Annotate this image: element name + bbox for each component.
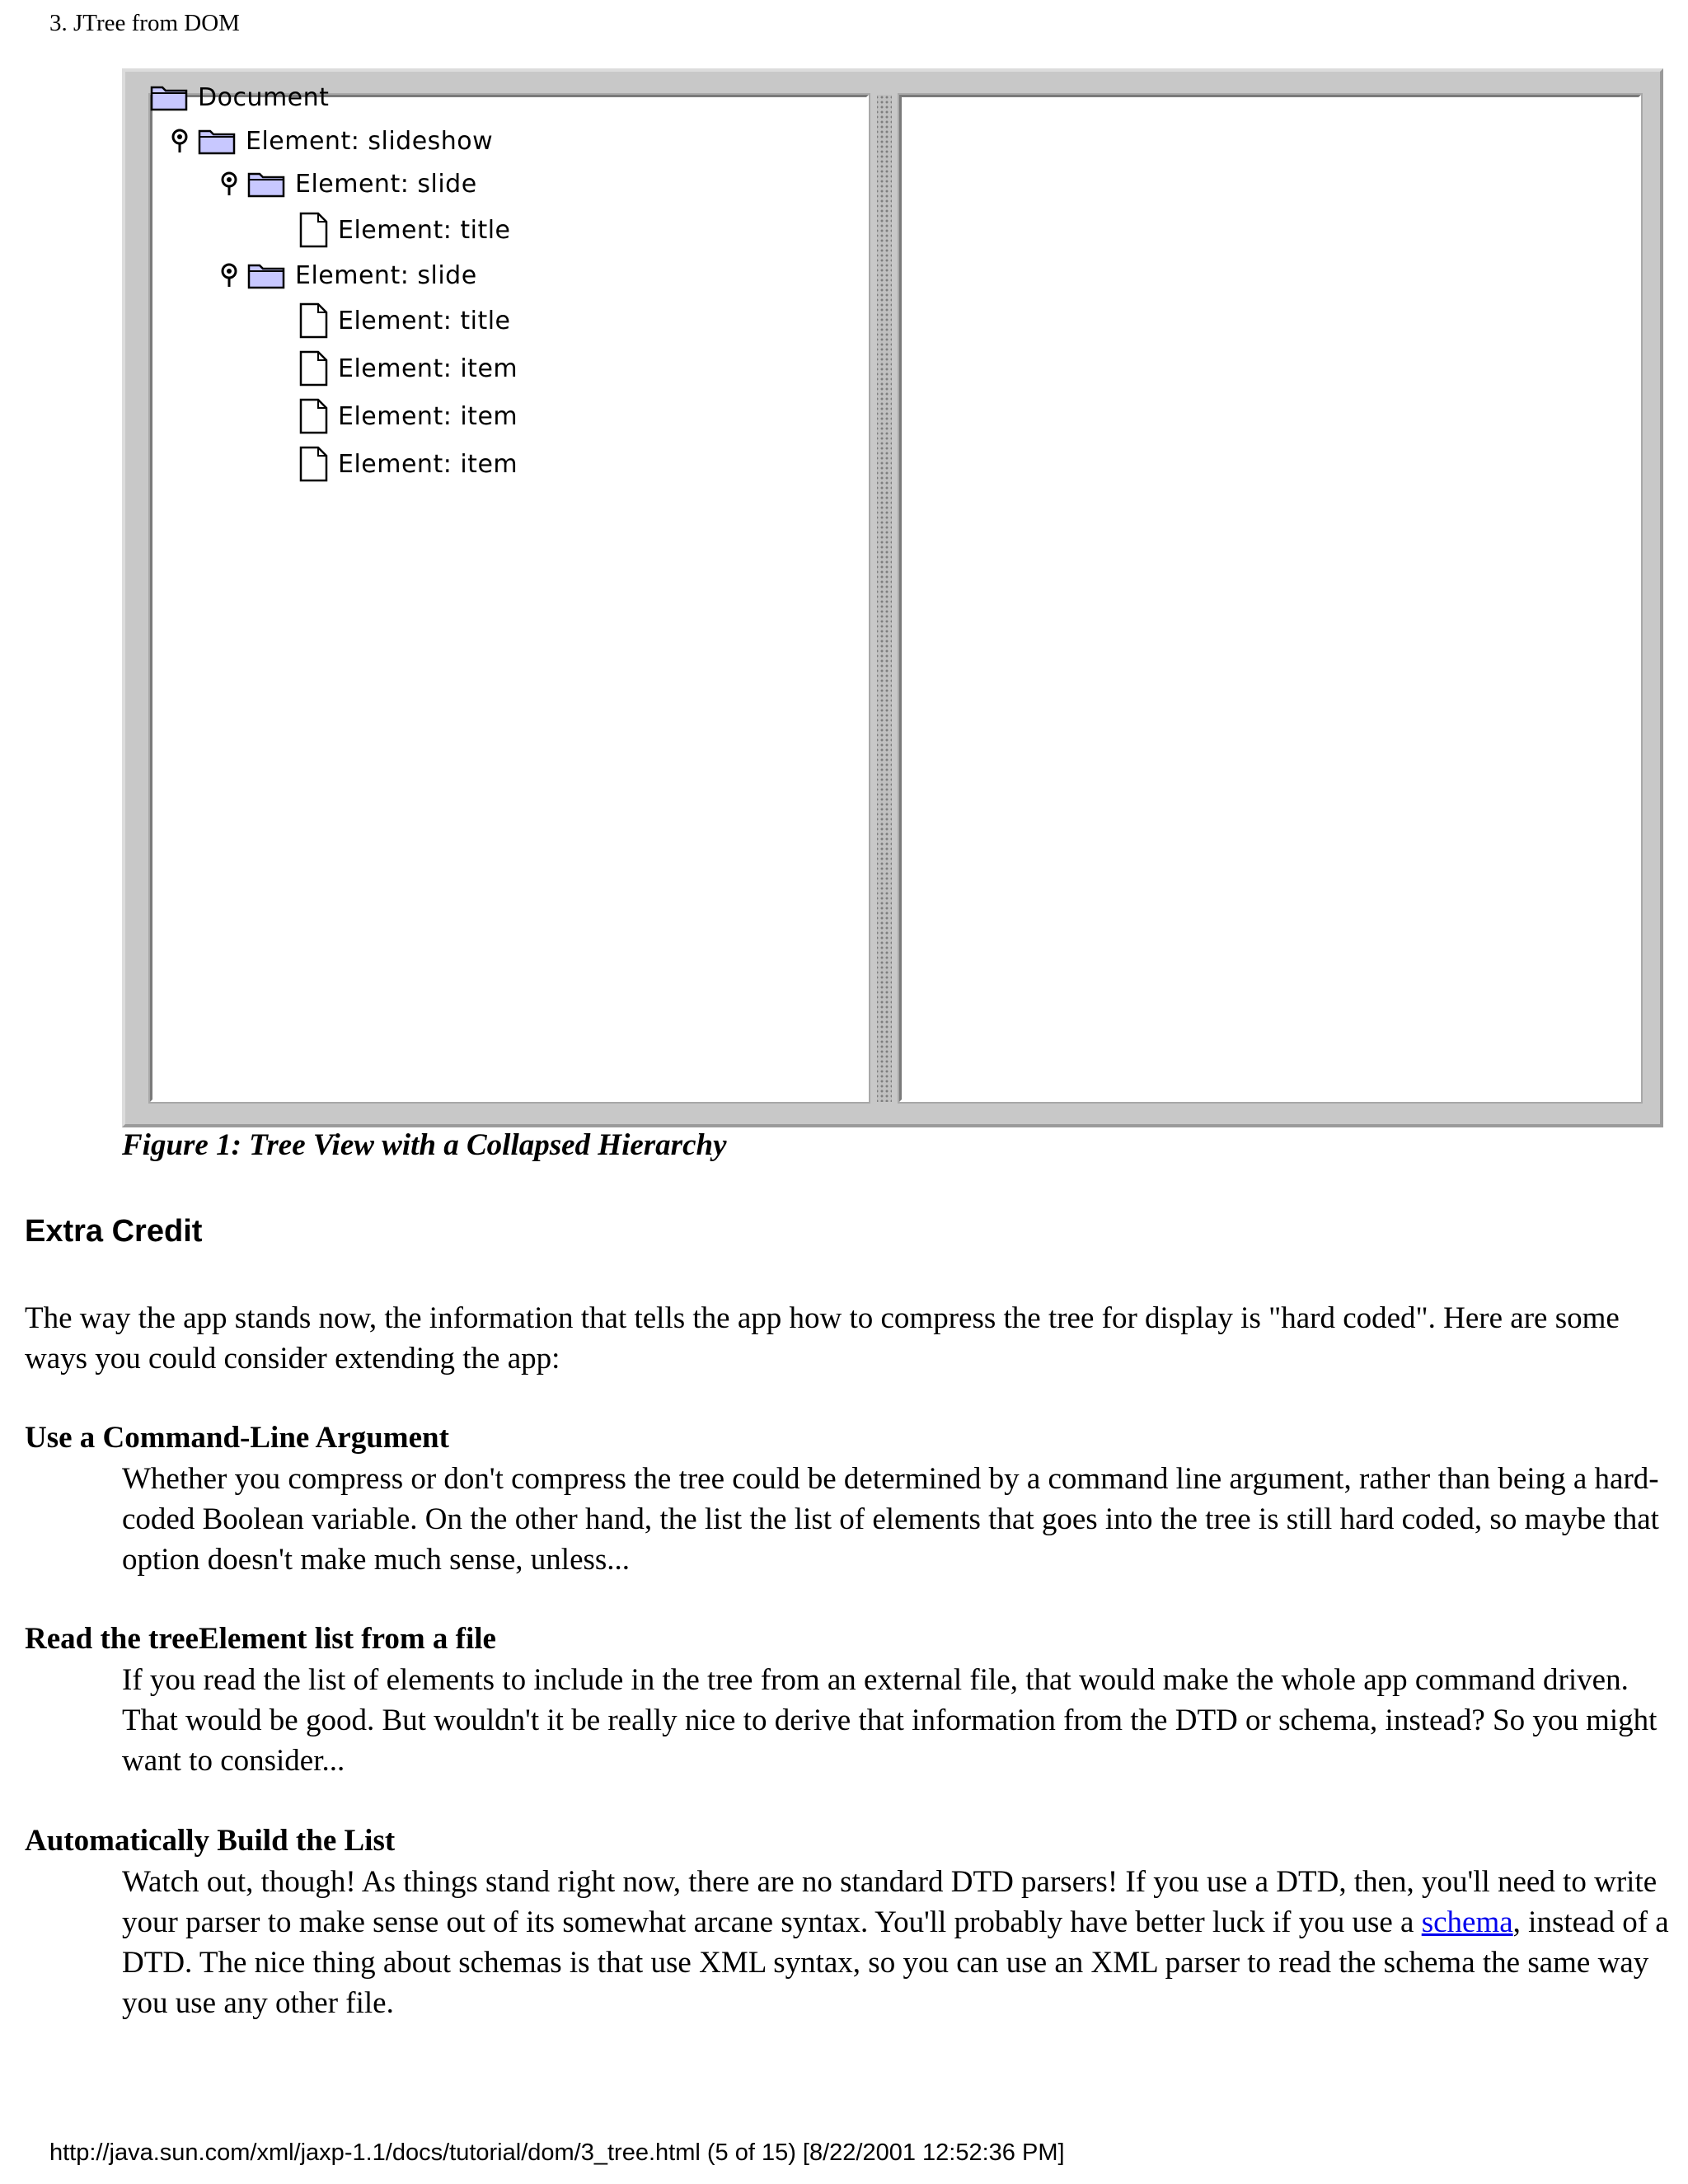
- section-heading: Extra Credit: [25, 1214, 203, 1249]
- schema-link[interactable]: schema: [1421, 1905, 1513, 1939]
- page-header-title: 3. JTree from DOM: [49, 10, 240, 36]
- folder-icon: [247, 170, 285, 198]
- split-pane-divider[interactable]: [877, 95, 892, 1102]
- file-icon: [298, 212, 328, 248]
- term-command-line-argument: Use a Command-Line Argument: [25, 1421, 449, 1455]
- figure-caption: Figure 1: Tree View with a Collapsed Hierarchy: [122, 1128, 727, 1162]
- tree-node[interactable]: [298, 213, 511, 246]
- tree-node[interactable]: [170, 124, 493, 157]
- file-icon: [298, 446, 328, 482]
- tree-node[interactable]: [298, 352, 518, 385]
- definition-text-before: Watch out, though! As things stand right now, there are no standard DTD parsers! If you use a DTD, then, you'll need to write your parser to make sense out of its somewhat arcane syntax. You'll probably have better luck if you use a: [122, 1865, 1658, 1939]
- tree-pane[interactable]: [150, 82, 869, 1102]
- tree-node[interactable]: [298, 400, 518, 433]
- tree-node[interactable]: [150, 81, 329, 114]
- expand-handle-icon[interactable]: [219, 263, 239, 288]
- tree-node-label: Document: [198, 82, 330, 112]
- tree-node[interactable]: [219, 167, 477, 200]
- split-pane-window: [122, 68, 1663, 1127]
- tree-node[interactable]: [298, 448, 518, 480]
- folder-icon: [150, 83, 188, 111]
- tree-node-label: Element: slide: [295, 260, 477, 290]
- tree-node-label: Element: item: [338, 354, 518, 383]
- tree-node-label: Element: title: [338, 215, 511, 245]
- definition-text-after: , instead of a DTD. The nice thing about schemas is that use XML syntax, so you can use an XML parser to read the schema the same way you use any other file.: [122, 1905, 1669, 2020]
- expand-handle-icon[interactable]: [170, 129, 190, 153]
- tree-node-label: Element: item: [338, 401, 518, 431]
- file-icon: [298, 302, 328, 339]
- tree-node[interactable]: [298, 304, 511, 337]
- definition-command-line-argument: Whether you compress or don't compress the tree could be determined by a command line argument, rather than being a hard-coded Boolean variable. On the other hand, the list the list of elements that goes into the tree is still hard coded, so maybe that option doesn't make much sense, unless...: [122, 1462, 1659, 1577]
- intro-paragraph: The way the app stands now, the information that tells the app how to compress the tree for display is "hard coded". Here are some ways you could consider extending the app:: [25, 1301, 1620, 1376]
- expand-handle-icon[interactable]: [219, 171, 239, 196]
- file-icon: [298, 350, 328, 387]
- term-automatically-build-list: Automatically Build the List: [25, 1824, 396, 1858]
- tree-node-label: Element: title: [338, 306, 511, 335]
- tree-node-label: Element: slide: [295, 169, 477, 199]
- file-icon: [298, 398, 328, 434]
- folder-icon: [247, 261, 285, 289]
- footer-url: http://java.sun.com/xml/jaxp-1.1/docs/tutorial/dom/3_tree.html (5 of 15) [8/22/2001 12:52:36 PM]: [49, 2139, 1065, 2166]
- folder-icon: [198, 127, 236, 155]
- definition-read-treeelement-list: If you read the list of elements to include in the tree from an external file, that would make the whole app command driven. That would be good. But wouldn't it be really nice to derive that information from the DTD or schema, instead? So you might want to consider...: [122, 1663, 1658, 1778]
- definition-automatically-build-list: [122, 1862, 1672, 2023]
- tree-node-label: Element: slideshow: [246, 126, 494, 156]
- term-read-treeelement-list: Read the treeElement list from a file: [25, 1622, 496, 1656]
- tree-node[interactable]: [219, 259, 477, 292]
- tree-node-label: Element: item: [338, 449, 518, 479]
- detail-pane: [899, 95, 1641, 1102]
